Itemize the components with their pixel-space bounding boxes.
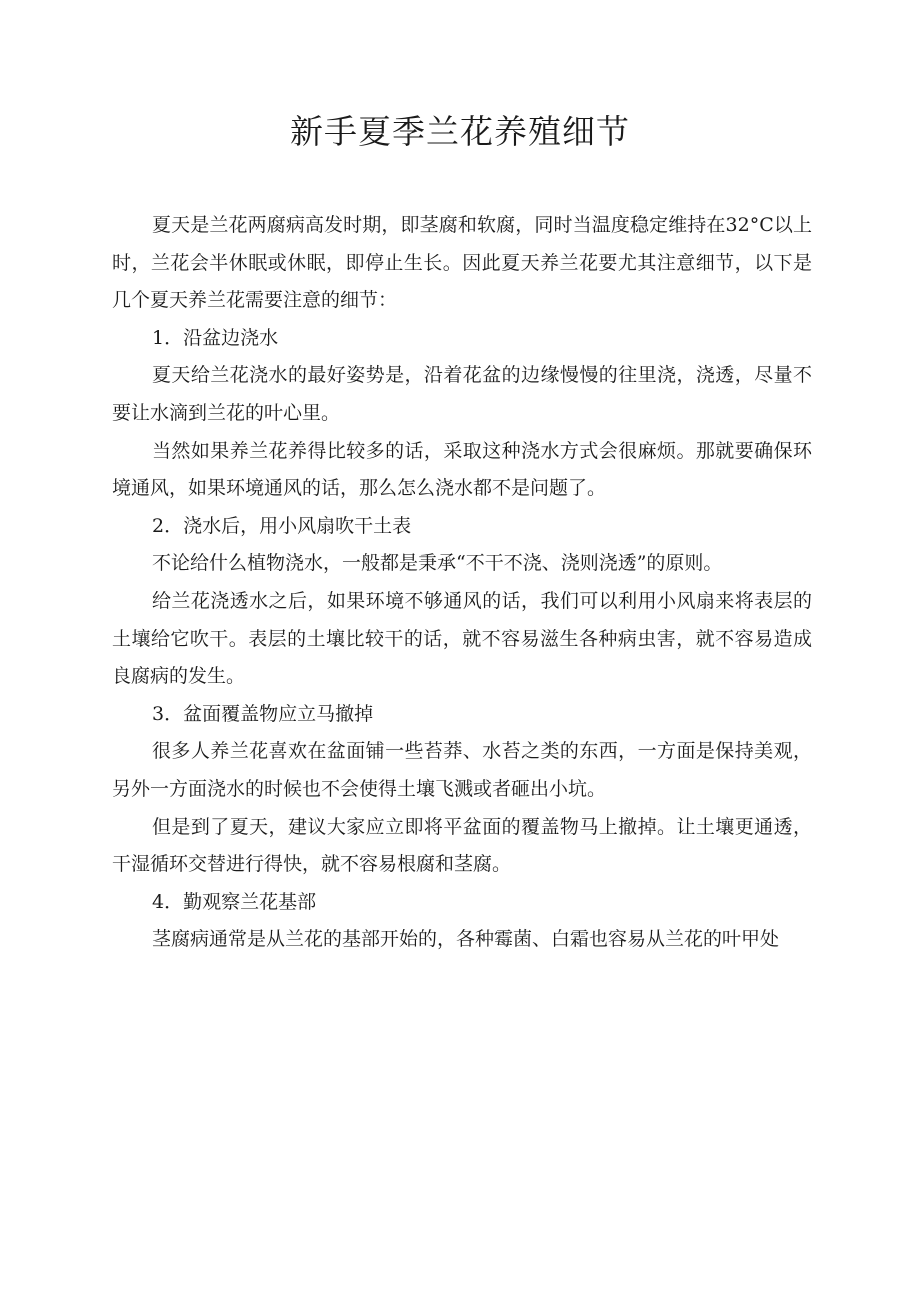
paragraph: 茎腐病通常是从兰花的基部开始的，各种霉菌、白霜也容易从兰花的叶甲处: [152, 928, 780, 951]
section-heading-3: 3．盆面覆盖物应立马撤掉: [152, 702, 374, 725]
document-title: 新手夏季兰花养殖细节: [290, 112, 630, 151]
intro-paragraph: 夏天是兰花两腐病高发时期，即茎腐和软腐，同时当温度稳定维持在32°C以上时，兰花会半休眠或休眠，即停止生长。因此夏天养兰花要尤其注意细节，以下是几个夏天养兰花需要注意的细节：: [112, 214, 812, 312]
paragraph: 给兰花浇透水之后，如果环境不够通风的话，我们可以利用小风扇来将表层的土壤给它吹干。表层的土壤比较干的话，就不容易滋生各种病虫害，就不容易造成良腐病的发生。: [112, 589, 812, 688]
paragraph: 夏天给兰花浇水的最好姿势是，沿着花盆的边缘慢慢的往里浇，浇透，尽量不要让水滴到兰花的叶心里。: [112, 364, 812, 424]
section-heading-2: 2．浇水后，用小风扇吹干土表: [152, 514, 412, 537]
section-heading-4: 4．勤观察兰花基部: [152, 890, 317, 913]
document-body: [112, 207, 812, 959]
paragraph: 当然如果养兰花养得比较多的话，采取这种浇水方式会很麻烦。那就要确保环境通风，如果环境通风的话，那么怎么浇水都不是问题了。: [112, 439, 812, 500]
paragraph: 不论给什么植物浇水，一般都是秉承“不干不浇、浇则浇透”的原则。: [152, 552, 723, 575]
paragraph: 但是到了夏天，建议大家应立即将平盆面的覆盖物马上撤掉。让土壤更通透，干湿循环交替进行得快，就不容易根腐和茎腐。: [112, 815, 812, 876]
section-heading-1: 1．沿盆边浇水: [152, 326, 279, 349]
paragraph: 很多人养兰花喜欢在盆面铺一些苔莽、水苔之类的东西，一方面是保持美观，另外一方面浇水的时候也不会使得土壤飞溅或者砸出小坑。: [112, 740, 812, 800]
